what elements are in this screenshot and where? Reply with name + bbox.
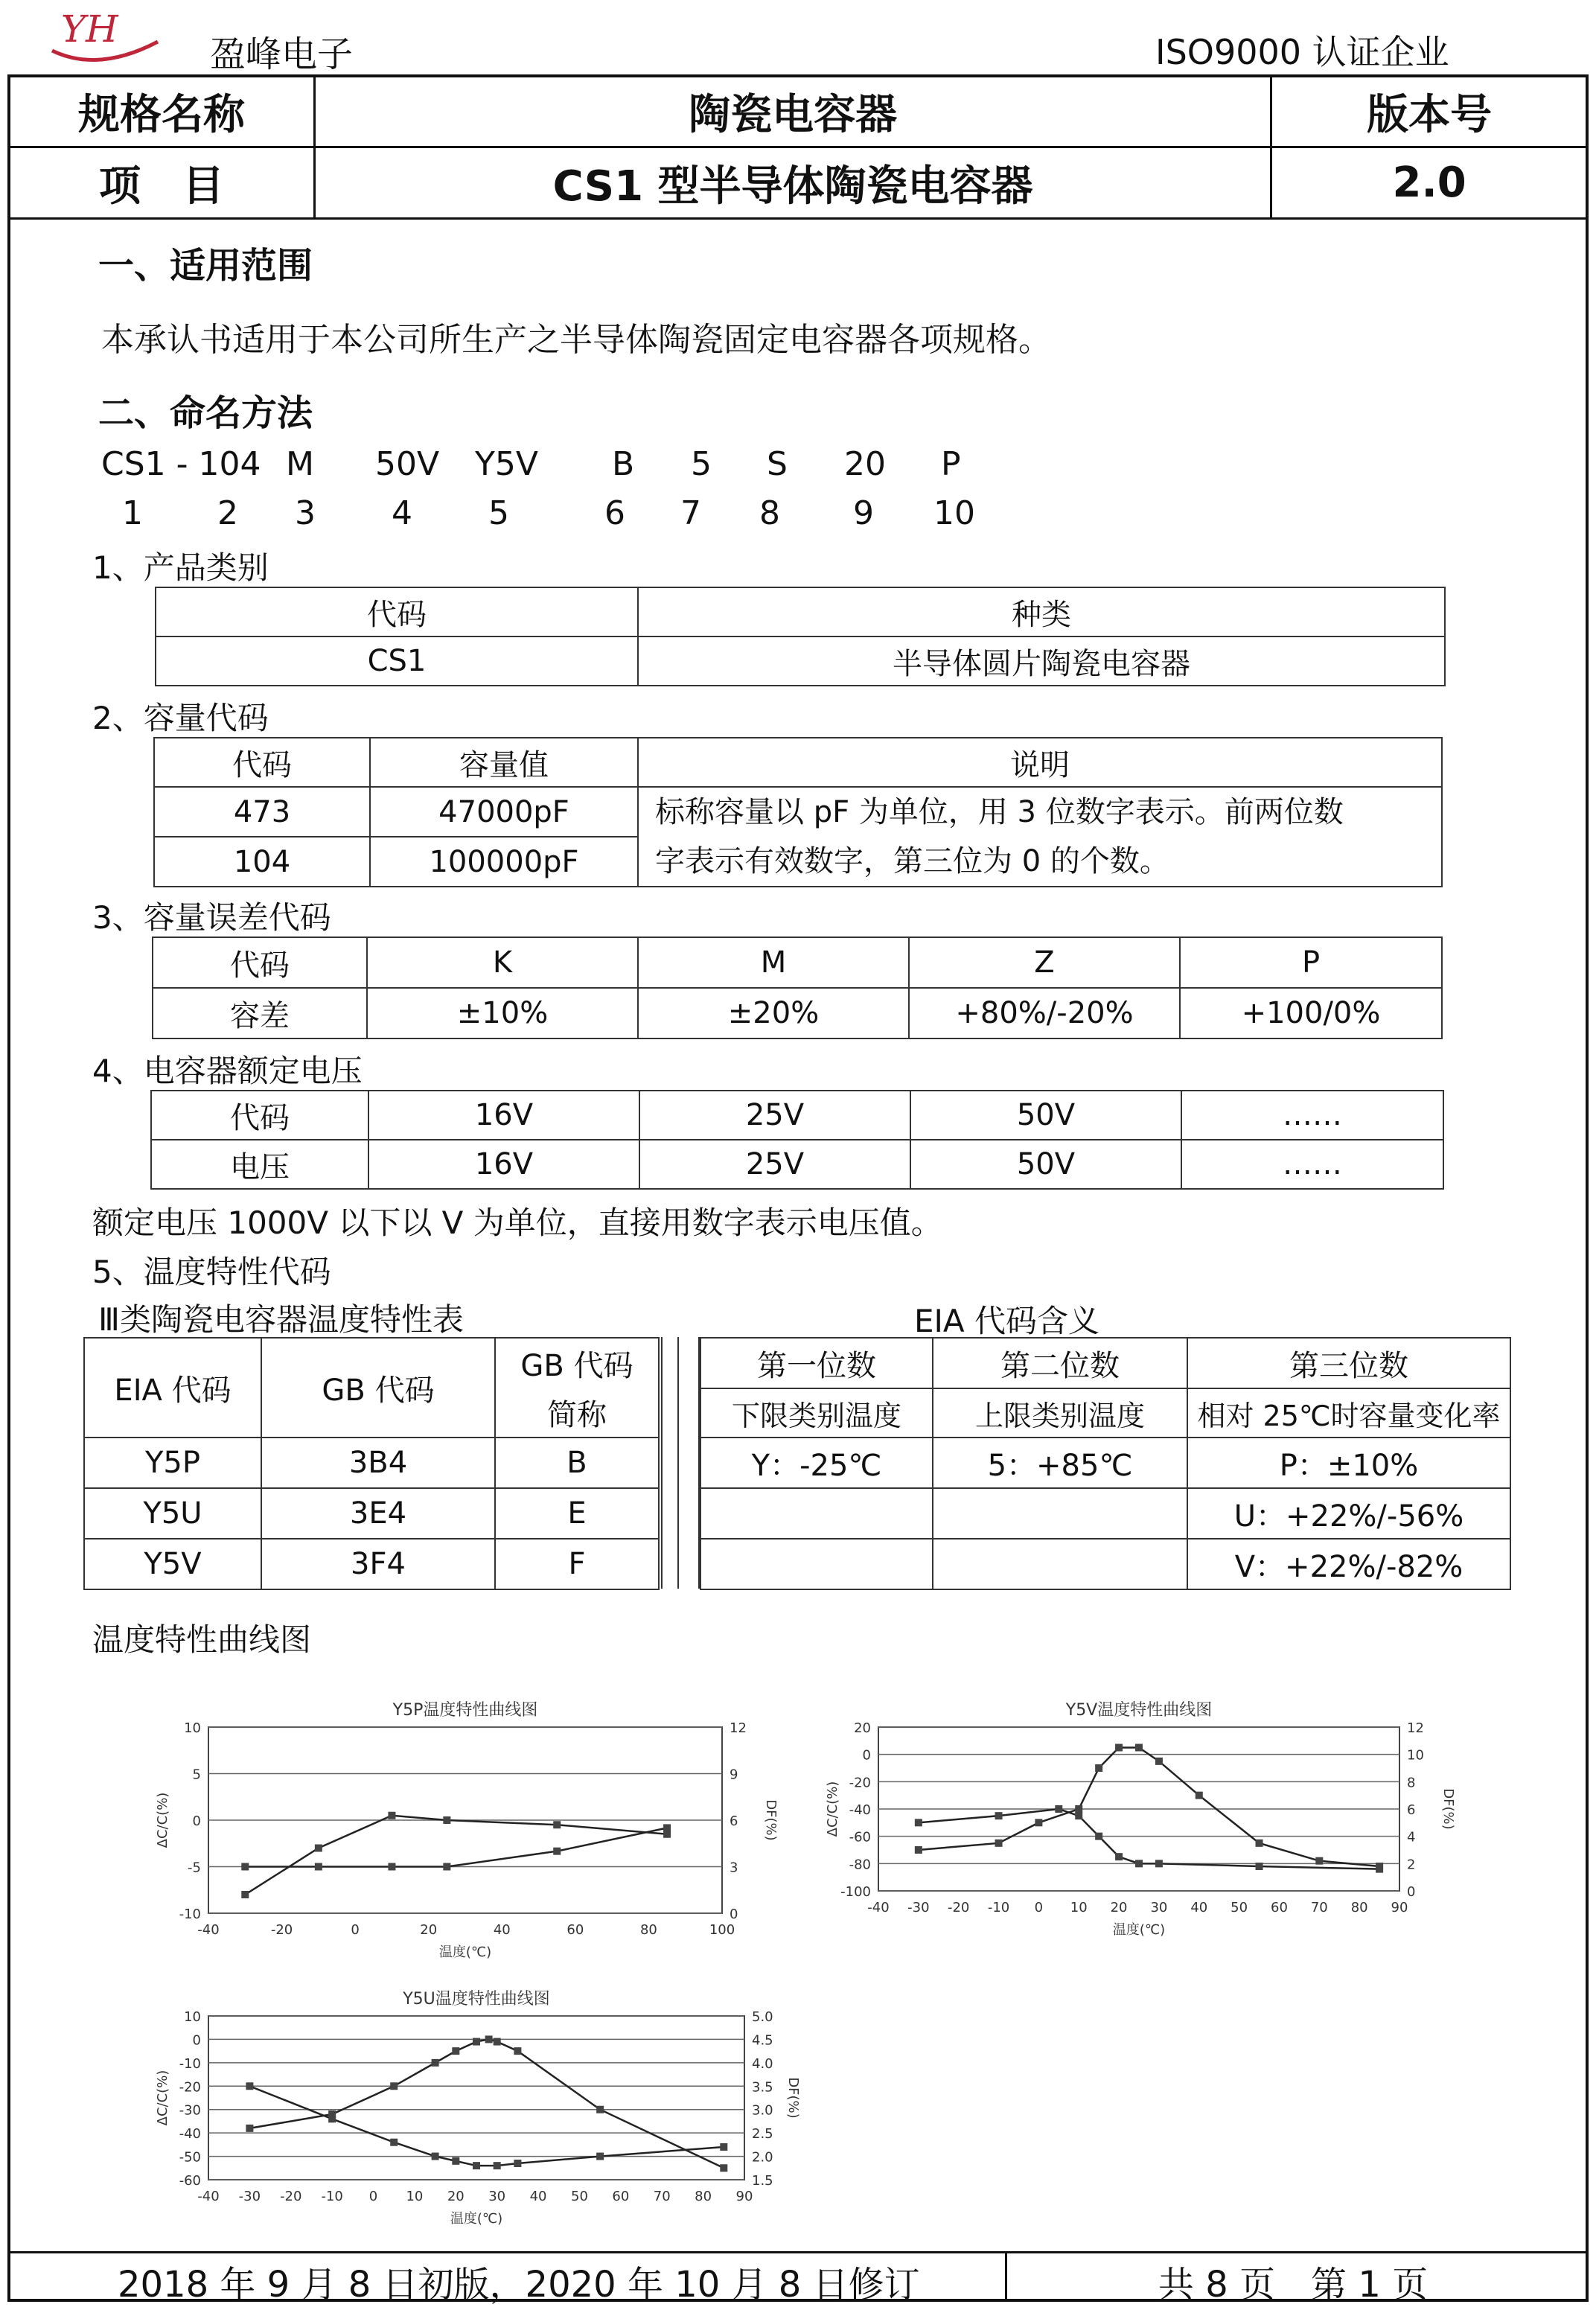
series-line (245, 1828, 667, 1866)
data-point (443, 1816, 450, 1824)
data-point (473, 2162, 480, 2169)
code-part: CS1 - 104 (101, 445, 261, 483)
table-cell: K (367, 937, 638, 988)
table-cell: Y5P (84, 1438, 261, 1488)
y2-axis-label: DF(%) (1440, 1788, 1456, 1830)
code-part: 20 (844, 445, 886, 483)
temperature-right-table (700, 1337, 1511, 1590)
table-cell: 容差 (153, 988, 367, 1038)
table-divider (661, 1337, 700, 1589)
data-point (915, 1846, 922, 1854)
table-cell (700, 1539, 933, 1589)
data-point (1095, 1833, 1102, 1840)
x-axis-label: 温度(℃) (1112, 1922, 1166, 1938)
x-tick-label: 0 (351, 1922, 360, 1938)
data-point (596, 2106, 604, 2113)
table-header: EIA 代码 (84, 1338, 261, 1438)
x-tick-label: 0 (368, 2189, 378, 2204)
table-cell: 100000pF (370, 837, 638, 887)
x-tick-label: 30 (1150, 1900, 1168, 1915)
y-axis-label: ΔC/C(%) (155, 1792, 170, 1848)
x-tick-label: 60 (566, 1922, 584, 1938)
table-subheader: 下限类别温度 (700, 1388, 933, 1438)
x-tick-label: 90 (1391, 1900, 1408, 1915)
capacity-note-line: 标称容量以 pF 为单位，用 3 位数字表示。前两位数 (655, 795, 1344, 829)
table-header: 第三位数 (1187, 1338, 1510, 1388)
x-tick-label: 0 (1034, 1900, 1044, 1915)
table-cell: Y5V (84, 1539, 261, 1589)
item-value: CS1 型半导体陶瓷电容器 (315, 147, 1271, 219)
data-point (246, 2082, 253, 2090)
section1-title: 一、适用范围 (98, 245, 313, 287)
y2-tick-label: 9 (730, 1767, 738, 1783)
temperature-left-caption: Ⅲ类陶瓷电容器温度特性表 (98, 1301, 464, 1338)
data-point (473, 2038, 480, 2046)
x-tick-label: 70 (1310, 1900, 1328, 1915)
x-tick-label: -20 (270, 1922, 293, 1938)
y-tick-label: 5 (192, 1767, 201, 1783)
table-cell: 3E4 (261, 1488, 495, 1539)
y2-tick-label: 12 (1407, 1720, 1424, 1736)
y-tick-label: -60 (179, 2173, 201, 2189)
table-cell: 47000pF (370, 787, 638, 837)
x-tick-label: -20 (947, 1900, 970, 1915)
y2-tick-label: 4.5 (752, 2032, 773, 2049)
table-cell: 电压 (151, 1140, 368, 1189)
y2-tick-label: 6 (1407, 1802, 1416, 1818)
data-point (596, 2153, 604, 2160)
product-type-table (155, 587, 1446, 686)
y-tick-label: 10 (184, 1720, 201, 1736)
code-part: Y5V (475, 445, 538, 483)
data-point (1115, 1744, 1123, 1752)
table-cell: 25V (639, 1091, 910, 1140)
table-subheader: 上限类别温度 (933, 1388, 1187, 1438)
code-number: 8 (759, 494, 780, 532)
y2-tick-label: 3.0 (752, 2102, 773, 2119)
table-cell: …… (1181, 1140, 1443, 1189)
table-header: 容量值 (370, 738, 638, 787)
curves-title: 温度特性曲线图 (92, 1621, 312, 1658)
code-part: P (941, 445, 961, 483)
x-tick-label: 80 (695, 2189, 712, 2204)
tolerance-table (152, 937, 1443, 1039)
code-part: 5 (691, 445, 712, 483)
chart-y5p (149, 1690, 789, 1973)
chart-y5v-svg (819, 1690, 1459, 1943)
table-cell (700, 1488, 933, 1539)
series-line (919, 1809, 1379, 1869)
x-tick-label: -10 (987, 1900, 1010, 1915)
table-cell: 473 (154, 787, 370, 837)
table-cell: 16V (368, 1091, 639, 1140)
y2-tick-label: 6 (730, 1813, 738, 1829)
x-tick-label: 60 (612, 2189, 630, 2204)
data-point (1196, 1792, 1203, 1799)
table-header: 简称 (495, 1388, 659, 1438)
table-cell: …… (1181, 1091, 1443, 1140)
code-number: 6 (604, 494, 625, 532)
y2-tick-label: 3 (730, 1860, 738, 1876)
voltage-title: 4、电容器额定电压 (92, 1053, 363, 1089)
data-point (390, 2082, 398, 2090)
table-cell: 50V (910, 1091, 1181, 1140)
x-tick-label: 70 (653, 2189, 671, 2204)
x-tick-label: 20 (420, 1922, 438, 1938)
y-tick-label: -40 (849, 1802, 871, 1818)
data-point (1315, 1857, 1323, 1865)
y-tick-label: -5 (188, 1860, 201, 1876)
y-tick-label: -40 (179, 2126, 201, 2143)
data-point (1155, 1758, 1163, 1765)
series-line (249, 2086, 724, 2166)
y-tick-label: -60 (849, 1829, 871, 1845)
data-point (328, 2115, 336, 2122)
capacity-note-line: 字表示有效数字，第三位为 0 的个数。 (655, 844, 1169, 878)
data-point (1055, 1805, 1062, 1813)
logo (46, 6, 165, 66)
table-cell: Y：-25℃ (700, 1438, 933, 1488)
table-header: 说明 (638, 738, 1442, 787)
company-name: 盈峰电子 (210, 33, 354, 75)
table-cell: 50V (910, 1140, 1181, 1189)
y-tick-label: -20 (179, 2079, 201, 2096)
table-cell (933, 1488, 1187, 1539)
x-tick-label: 40 (493, 1922, 511, 1938)
voltage-table (150, 1090, 1444, 1190)
chart-y5v (819, 1690, 1459, 1943)
y-tick-label: -10 (179, 1907, 201, 1922)
chart-title: Y5P温度特性曲线图 (392, 1701, 538, 1720)
capacity-title: 2、容量代码 (92, 700, 269, 736)
voltage-note: 额定电压 1000V 以下以 V 为单位，直接用数字表示电压值。 (92, 1205, 942, 1241)
data-point (1075, 1812, 1082, 1819)
data-point (443, 1863, 450, 1871)
code-part: 50V (375, 445, 440, 483)
spec-name-label: 规格名称 (9, 76, 315, 147)
data-point (485, 2035, 493, 2043)
y2-tick-label: 12 (730, 1720, 747, 1736)
x-tick-label: 40 (1190, 1900, 1208, 1915)
y-tick-label: 20 (854, 1720, 871, 1736)
x-tick-label: -30 (238, 2189, 261, 2204)
table-cell: ±20% (638, 988, 909, 1038)
code-number: 10 (933, 494, 975, 532)
data-point (1135, 1744, 1143, 1752)
footer-pages: 共 8 页 第 1 页 (1158, 2264, 1429, 2306)
data-point (494, 2038, 501, 2046)
table-header: 第二位数 (933, 1338, 1187, 1388)
data-point (553, 1848, 561, 1855)
table-cell: 25V (639, 1140, 910, 1189)
table-cell: M (638, 937, 909, 988)
table-cell: E (495, 1488, 659, 1539)
y-tick-label: 0 (192, 1813, 201, 1829)
y-tick-label: 10 (184, 2009, 201, 2025)
table-header: 第一位数 (700, 1338, 933, 1388)
table-cell: 代码 (153, 937, 367, 988)
chart-title: Y5V温度特性曲线图 (1065, 1701, 1213, 1720)
x-tick-label: -20 (280, 2189, 302, 2204)
data-point (1035, 1819, 1042, 1826)
x-tick-label: 10 (406, 2189, 424, 2204)
code-part: S (767, 445, 788, 483)
data-point (514, 2160, 521, 2167)
data-point (995, 1812, 1003, 1819)
spec-name-value: 陶瓷电容器 (315, 76, 1271, 147)
table-cell: 3B4 (261, 1438, 495, 1488)
x-tick-label: 80 (639, 1922, 657, 1938)
y-tick-label: 0 (862, 1747, 871, 1764)
table-cell: Z (909, 937, 1180, 988)
data-point (1075, 1805, 1082, 1813)
section1-text: 本承认书适用于本公司所生产之半导体陶瓷固定电容器各项规格。 (101, 321, 1051, 359)
x-tick-label: -10 (321, 2189, 343, 2204)
x-tick-label: 100 (709, 1922, 735, 1938)
x-tick-label: 20 (1110, 1900, 1128, 1915)
table-cell: P (1180, 937, 1442, 988)
capacity-table (153, 737, 1443, 887)
chart-y5p-svg (149, 1690, 789, 1973)
y-axis-label: ΔC/C(%) (825, 1781, 840, 1837)
series-line (919, 1748, 1379, 1867)
data-point (452, 2047, 459, 2055)
table-subheader: 相对 25℃时容量变化率 (1187, 1388, 1510, 1438)
x-tick-label: -40 (867, 1900, 890, 1915)
data-point (1115, 1853, 1123, 1860)
data-point (553, 1821, 561, 1828)
table-cell (933, 1539, 1187, 1589)
y2-tick-label: 4.0 (752, 2055, 773, 2072)
table-cell: P：±10% (1187, 1438, 1510, 1488)
temperature-right-caption: EIA 代码含义 (914, 1303, 1100, 1339)
series-line (245, 1816, 667, 1895)
x-tick-label: 80 (1350, 1900, 1368, 1915)
table-cell: 3F4 (261, 1539, 495, 1589)
data-point (432, 2153, 439, 2160)
table-cell: V：+22%/-82% (1187, 1539, 1510, 1589)
data-point (315, 1863, 322, 1871)
code-number: 7 (680, 494, 701, 532)
y-tick-label: -20 (849, 1775, 871, 1791)
y-tick-label: -80 (849, 1857, 871, 1873)
x-axis-label: 温度(℃) (450, 2211, 503, 2227)
x-tick-label: 50 (571, 2189, 588, 2204)
version-value: 2.0 (1271, 147, 1588, 219)
table-header: 代码 (154, 738, 370, 787)
table-cell: +100/0% (1180, 988, 1442, 1038)
data-point (1256, 1863, 1263, 1870)
data-point (663, 1824, 671, 1831)
data-point (1095, 1764, 1102, 1772)
y2-tick-label: 2 (1407, 1857, 1416, 1873)
data-point (1376, 1866, 1383, 1873)
data-point (388, 1812, 395, 1819)
code-number: 9 (853, 494, 874, 532)
y-axis-label: ΔC/C(%) (155, 2070, 170, 2126)
table-header: 代码 (156, 587, 638, 636)
x-tick-label: 20 (447, 2189, 465, 2204)
data-point (388, 1863, 395, 1871)
y2-tick-label: 0 (730, 1907, 738, 1922)
table-cell: 代码 (151, 1091, 368, 1140)
table-cell: B (495, 1438, 659, 1488)
data-point (241, 1891, 249, 1898)
table-header: 种类 (638, 587, 1445, 636)
x-axis-label: 温度(℃) (438, 1944, 492, 1960)
section2-title: 二、命名方法 (98, 392, 313, 434)
code-part: B (612, 445, 635, 483)
data-point (720, 2143, 727, 2151)
logo-letters: YH (61, 7, 118, 51)
x-tick-label: -30 (907, 1900, 930, 1915)
data-point (1135, 1860, 1143, 1867)
y2-tick-label: 2.5 (752, 2126, 773, 2143)
item-label: 项 目 (9, 147, 315, 219)
product-type-title: 1、产品类别 (92, 549, 269, 586)
code-number: 4 (392, 494, 412, 532)
table-cell: ±10% (367, 988, 638, 1038)
data-point (432, 2059, 439, 2067)
y-tick-label: -30 (179, 2102, 201, 2119)
y2-tick-label: 4 (1407, 1829, 1416, 1845)
y2-tick-label: 5.0 (752, 2009, 773, 2025)
x-tick-label: 10 (1070, 1900, 1088, 1915)
data-point (514, 2047, 521, 2055)
table-header: GB 代码 (495, 1338, 659, 1388)
x-tick-label: 60 (1271, 1900, 1288, 1915)
code-part: M (286, 445, 314, 483)
y2-tick-label: 0 (1407, 1884, 1416, 1900)
capacity-note (638, 787, 1442, 887)
chart-y5u (149, 1988, 804, 2233)
data-point (452, 2157, 459, 2165)
y2-tick-label: 1.5 (752, 2173, 773, 2189)
data-point (315, 1845, 322, 1852)
data-point (390, 2139, 398, 2146)
code-number: 2 (217, 494, 238, 532)
y2-tick-label: 8 (1407, 1775, 1416, 1791)
x-tick-label: 40 (529, 2189, 547, 2204)
data-point (915, 1819, 922, 1826)
table-cell: F (495, 1539, 659, 1589)
footer-dates: 2018 年 9 月 8 日初版，2020 年 10 月 8 日修订 (118, 2264, 920, 2306)
table-cell: 16V (368, 1140, 639, 1189)
y-tick-label: -10 (179, 2055, 201, 2072)
x-tick-label: -40 (197, 2189, 220, 2204)
y-tick-label: 0 (192, 2032, 201, 2049)
y2-tick-label: 2.0 (752, 2149, 773, 2166)
data-point (995, 1840, 1003, 1847)
code-number: 3 (295, 494, 316, 532)
y-tick-label: -50 (179, 2149, 201, 2166)
y2-axis-label: DF(%) (763, 1799, 779, 1841)
table-cell: U：+22%/-56% (1187, 1488, 1510, 1539)
code-number: 1 (122, 494, 143, 532)
data-point (241, 1863, 249, 1871)
y2-axis-label: DF(%) (785, 2077, 801, 2119)
temperature-title: 5、温度特性代码 (92, 1254, 331, 1290)
table-cell: Y5U (84, 1488, 261, 1539)
table-cell: 104 (154, 837, 370, 887)
x-tick-label: 50 (1230, 1900, 1248, 1915)
code-number: 5 (488, 494, 509, 532)
x-tick-label: -40 (197, 1922, 220, 1938)
data-point (1155, 1860, 1163, 1867)
x-tick-label: 90 (735, 2189, 753, 2204)
chart-title: Y5U温度特性曲线图 (403, 1990, 550, 2009)
data-point (1256, 1840, 1263, 1847)
y2-tick-label: 3.5 (752, 2079, 773, 2096)
series-line (249, 2039, 724, 2168)
table-header: GB 代码 (261, 1338, 495, 1438)
tolerance-title: 3、容量误差代码 (92, 899, 331, 936)
y2-tick-label: 10 (1407, 1747, 1424, 1764)
table-cell: 5：+85℃ (933, 1438, 1187, 1488)
data-point (246, 2125, 253, 2132)
iso-label: ISO9000 认证企业 (1155, 32, 1449, 72)
x-tick-label: 30 (488, 2189, 506, 2204)
version-label: 版本号 (1271, 76, 1588, 147)
chart-y5u-svg (149, 1988, 804, 2233)
table-cell: CS1 (156, 636, 638, 686)
y-tick-label: -100 (840, 1884, 871, 1900)
temperature-left-table (83, 1337, 660, 1590)
title-table (7, 74, 1589, 220)
table-cell: 半导体圆片陶瓷电容器 (638, 636, 1445, 686)
data-point (720, 2164, 727, 2172)
logo-mark (46, 6, 165, 66)
table-cell: +80%/-20% (909, 988, 1180, 1038)
data-point (494, 2162, 501, 2169)
